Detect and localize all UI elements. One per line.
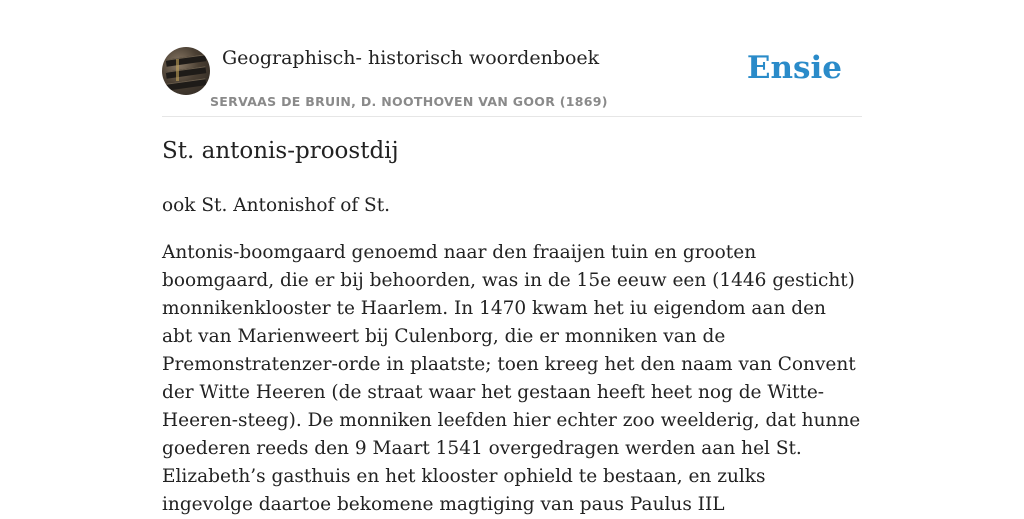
entry-title: St. antonis-proostdij [162, 138, 399, 164]
entry-paragraph: ook St. Antonishof of St. [162, 195, 391, 216]
avatar-book-shape [166, 54, 207, 66]
book-header [162, 44, 862, 117]
entry-paragraph: Antonis-boomgaard genoemd naar den fraaijen tuin en grooten boomgaard, die er bij behoorden, was in de 15e eeuw een (1446 gesticht) monnikenklooster te Haarlem. In 1470 kwam het iu eigendom aan den abt van Marienweert bij Culenborg, die er monniken van de Premonstratenzer-orde in plaatste; toen kreeg het den naam van Convent der Witte Heeren (de straat waar het gestaan heeft heet nog de Witte-Heeren-steeg). De monniken leefden hier echter zoo weelderig, dat hunne goederen reeds den 9 Maart 1541 overgedragen werden aan hel St. Elizabeth’s gasthuis en het klooster ophield te bestaan, en zulks ingevolge daartoe bekomene magtiging van paus Paulus IIL [162, 242, 861, 515]
book-authors: SERVAAS DE BRUIN, D. NOOTHOVEN VAN GOOR (1869) [210, 94, 608, 109]
book-cover-avatar[interactable] [162, 47, 210, 95]
ensie-logo[interactable]: Ensie [746, 50, 842, 86]
book-title-link[interactable]: Geographisch- historisch woordenboek [222, 47, 600, 69]
avatar-book-shape [166, 78, 207, 90]
avatar-book-shape [166, 66, 207, 78]
avatar-spine-shape [176, 59, 179, 81]
